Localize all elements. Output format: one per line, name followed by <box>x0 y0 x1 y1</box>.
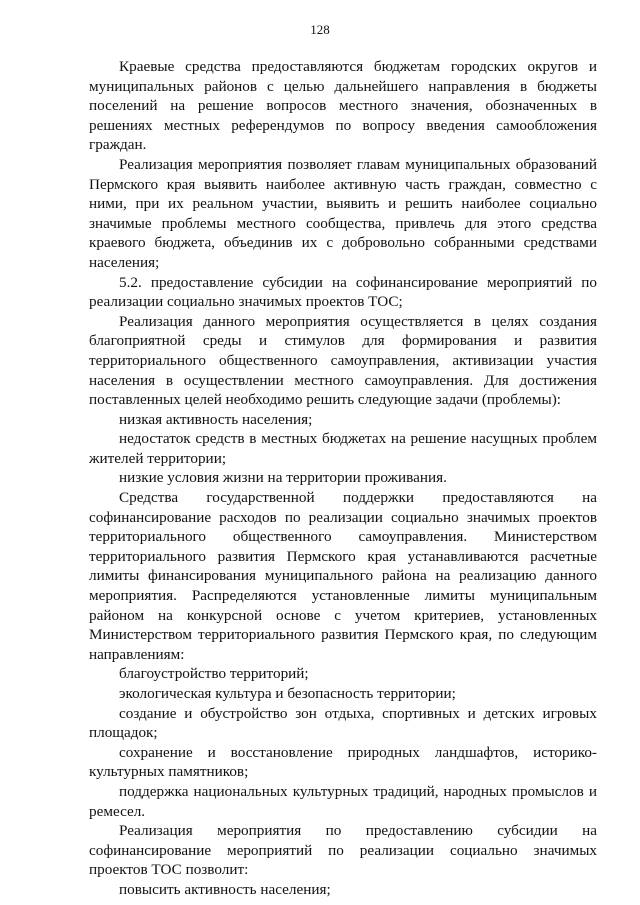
paragraph-regional-funds: Краевые средства предоставляются бюджетам городских округов и муниципальных районов с целью дальнейшего направления в бюджеты поселений на решение вопросов местного значения, обозначенных в решениях местных референдумов по вопросу введения самообложения граждан. <box>89 58 597 154</box>
list-item-living-conditions: низкие условия жизни на территории проживания. <box>119 469 447 487</box>
list-item-heritage: сохранение и восстановление природных ландшафтов, историко-культурных памятников; <box>89 743 597 781</box>
paragraph-state-support: Средства государственной поддержки предоставляются на софинансирование расходов по реализации социально значимых проектов территориального общественного самоуправления. Министерством территориального развития Пермского края устанавливаются расчетные лимиты финансирования муниципального района на реализацию данного мероприятия. Распределяются установленные лимиты муниципальным районом на конкурсной основе с учетом критериев, установленных Министерством территориального развития Пермского края, по следующим направлениям: <box>89 489 597 663</box>
list-item-traditions: поддержка национальных культурных традиций, народных промыслов и ремесел. <box>89 782 597 820</box>
list-item-budget-shortage: недостаток средств в местных бюджетах на решение насущных проблем жителей территории; <box>89 430 597 467</box>
paragraph-goals: Реализация данного мероприятия осуществляется в целях создания благоприятной среды и стимулов для формирования и развития территориального общественного самоуправления, активизации участия населения в осуществлении местного самоуправления. Для достижения поставленных целей необходимо решить следующие задачи (проблемы): <box>89 312 597 409</box>
paragraph-implementation-effect: Реализация мероприятия позволяет главам муниципальных образований Пермского края выявить наиболее активную часть граждан, совместно с ними, при их реальном участии, выявить и решить наиболее социально значимые проблемы местного сообщества, привлечь для этого средства краевого бюджета, объединив их с добровольно собранными средствами населения; <box>89 155 597 271</box>
list-item-low-activity: низкая активность населения; <box>119 410 313 428</box>
document-body <box>89 57 597 900</box>
list-item-increase-activity: повысить активность населения; <box>119 880 331 898</box>
list-item-landscaping: благоустройство территорий; <box>119 665 309 683</box>
paragraph-section-5-2: 5.2. предоставление субсидии на софинансирование мероприятий по реализации социально значимых проектов ТОС; <box>89 273 597 311</box>
list-item-recreation-zones: создание и обустройство зон отдыха, спортивных и детских игровых площадок; <box>89 704 597 742</box>
list-item-ecology: экологическая культура и безопасность территории; <box>119 685 456 702</box>
page-number: 128 <box>310 22 330 37</box>
paragraph-subsidy-effect: Реализация мероприятия по предоставлению субсидии на софинансирование мероприятий по реализации социально значимых проектов ТОС позволит: <box>89 822 597 879</box>
